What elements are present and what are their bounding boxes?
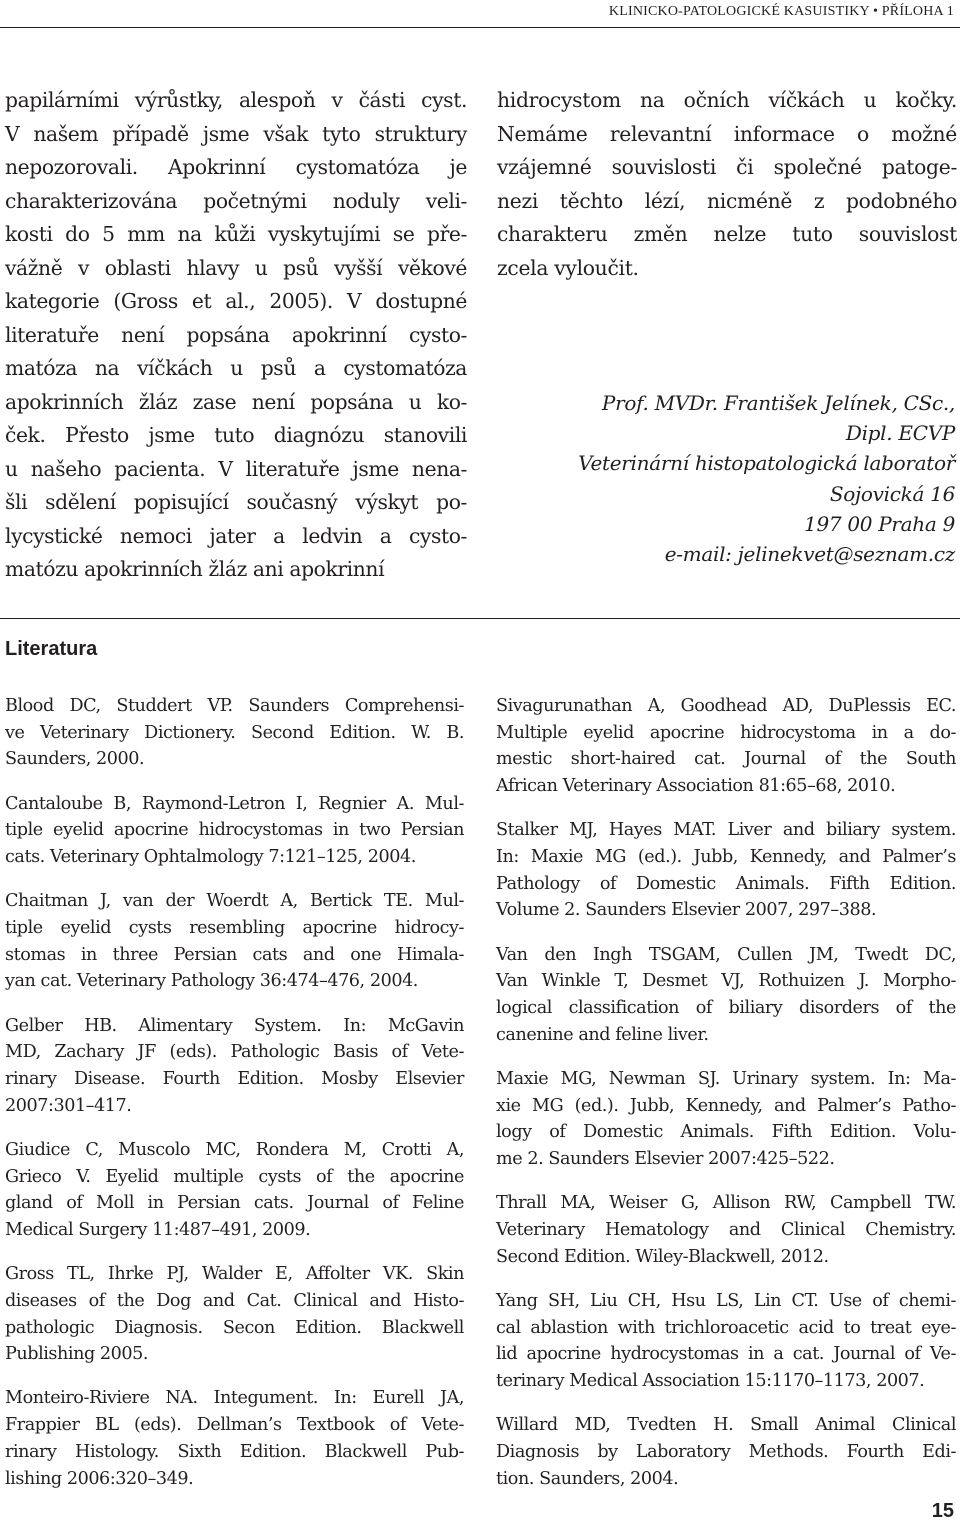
body-text-line: šli sdělení popisující současný výskyt po- [5,490,467,514]
reference-line: Multiple eyelid apocrine hidrocystoma in a do- [496,722,956,743]
reference-line: Volume 2. Saunders Elsevier 2007, 297–388. [496,900,877,921]
body-text-line: charakteru změn nelze tuto souvislost [497,222,957,246]
reference-line: African Veterinary Association 81:65–68, 2010. [496,776,896,797]
reference-line: tiple eyelid apocrine hidrocystomas in two Persian [5,820,464,841]
reference-line: Blood DC, Studdert VP. Saunders Comprehensi- [5,696,464,716]
reference-line: Publishing 2005. [5,1344,149,1365]
reference-line: stomas in three Persian cats and one Himala- [5,944,464,965]
reference-line: Veterinary Hematology and Clinical Chemistry. [496,1219,956,1240]
reference-line: MD, Zachary JF (eds). Pathologic Basis of Vete- [5,1042,464,1063]
reference-line: lid apocrine hydrocystomas in a cat. Journal of Ve- [496,1344,956,1365]
body-text-line: apokrinních žláz zase není popsána u ko- [5,389,467,414]
reference-entry [496,1190,956,1270]
author-line: Prof. MVDr. František Jelínek, CSc., [601,391,955,415]
reference-entry [5,1013,464,1120]
reference-line: In: Maxie MG (ed.). Jubb, Kennedy, and Palmer’s [496,847,956,868]
reference-line: Grieco V. Eyelid multiple cysts of the apocrine [5,1166,464,1187]
reference-line: Thrall MA, Weiser G, Allison RW, Campbell TW. [496,1193,956,1214]
reference-line: Saunders, 2000. [5,749,145,770]
body-text-line: vzájemné souvislosti či společné patoge- [497,155,957,179]
references-column-left [5,693,464,1510]
reference-line: Yang SH, Liu CH, Hsu LS, Lin CT. Use of chemi- [496,1290,956,1311]
reference-line: terinary Medical Association 15:1170–1173, 2007. [496,1370,925,1391]
reference-entry [5,693,464,773]
section-rule [0,618,960,619]
reference-line: Monteiro-Riviere NA. Integument. In: Eurell JA, [5,1388,464,1409]
body-text-line: literatuře není popsána apokrinní cysto- [5,322,467,347]
reference-line: logical classification of biliary disorders of the [496,998,956,1019]
reference-line: gland of Moll in Persian cats. Journal of Feline [5,1193,464,1214]
reference-entry [496,942,956,1049]
reference-line: cal ablastion with trichloroacetic acid to treat eye- [496,1317,956,1338]
reference-line: rinary Histology. Sixth Edition. Blackwell Pub- [5,1441,464,1462]
reference-line: Medical Surgery 11:487–491, 2009. [5,1219,311,1240]
reference-line: lishing 2006:320–349. [5,1468,194,1489]
reference-line: yan cat. Veterinary Pathology 36:474–476, 2004. [5,971,418,992]
references-column-right [496,693,956,1510]
body-text-line: nezi těchto lézí, nicméně z podobného [497,188,957,213]
author-line: Dipl. ECVP [845,421,955,446]
reference-entry [5,791,464,871]
reference-entry [5,888,464,995]
reference-line: Giudice C, Muscolo MC, Rondera M, Crotti A, [5,1139,464,1160]
reference-line: me 2. Saunders Elsevier 2007:425–522. [496,1149,835,1170]
body-text-line: matóza na víčkách u psů a cystomatóza [5,356,467,380]
reference-line: Willard MD, Tvedten H. Small Animal Clinical [496,1415,956,1436]
author-line: Sojovická 16 [829,481,955,506]
body-text-line: charakterizována početnými noduly veli- [5,188,467,213]
body-text-line: lycystické nemoci jater a ledvin a cysto- [5,523,467,548]
reference-line: cats. Veterinary Ophtalmology 7:121–125, 2004. [5,847,416,868]
reference-line: Pathology of Domestic Animals. Fifth Edition. [496,873,956,894]
reference-line: Maxie MG, Newman SJ. Urinary system. In: Ma- [496,1068,956,1089]
body-text-line: nepozorovali. Apokrinní cystomatóza je [5,155,467,179]
literature-heading: Literatura [5,638,98,660]
reference-entry [496,693,956,800]
reference-line: logy of Domestic Animals. Fifth Edition. Volu- [496,1122,956,1143]
body-text-line: Nemáme relevantní informace o možné [497,121,957,146]
reference-line: Van den Ingh TSGAM, Cullen JM, Twedt DC, [496,944,956,965]
author-line: Veterinární histopatologická laboratoř [578,451,955,476]
reference-entry [5,1137,464,1244]
reference-line: Van Winkle T, Desmet VJ, Rothuizen J. Morpho- [496,971,956,992]
reference-entry [496,817,956,924]
reference-line: pathologic Diagnosis. Secon Edition. Blackwell [5,1317,464,1338]
reference-line: rinary Disease. Fourth Edition. Mosby Elsevier [5,1068,464,1089]
reference-line: Diagnosis by Laboratory Methods. Fourth Edi- [496,1441,956,1462]
page-number: 15 [931,1500,954,1522]
reference-line: Chaitman J, van der Woerdt A, Bertick TE. Mul- [5,891,464,912]
reference-entry [496,1288,956,1395]
body-column-left [5,84,467,587]
body-text-line: kosti do 5 mm na kůži vyskytujími se pře- [5,222,467,246]
reference-line: canenine and feline liver. [496,1024,709,1045]
body-text-line: matózu apokrinních žláz ani apokrinní [5,557,385,581]
reference-entry [496,1066,956,1173]
body-text-line: papilárními výrůstky, alespoň v části cyst. [5,88,467,112]
body-text-line: V našem případě jsme však tyto struktury [5,121,467,146]
header-rule [0,27,960,28]
reference-line: Gelber HB. Alimentary System. In: McGavin [5,1015,464,1036]
reference-entry [496,1412,956,1492]
reference-line: Frappier BL (eds). Dellman’s Textbook of Vete- [5,1415,464,1436]
reference-line: 2007:301–417. [5,1095,132,1116]
reference-entry [5,1261,464,1368]
reference-line: ve Veterinary Dictionery. Second Edition. W. B. [5,722,464,743]
body-text-line: kategorie (Gross et al., 2005). V dostupné [5,289,467,313]
running-header: KLINICKO-PATOLOGICKÉ KASUISTIKY • PŘÍLOHA 1 [608,4,954,19]
reference-line: Stalker MJ, Hayes MAT. Liver and biliary system. [496,820,956,841]
reference-line: diseases of the Dog and Cat. Clinical and Histo- [5,1290,464,1311]
body-text-line: vážně v oblasti hlavy u psů vyšší věkové [5,255,467,280]
reference-line: Gross TL, Ihrke PJ, Walder E, Affolter VK. Skin [5,1264,464,1285]
author-line: 197 00 Praha 9 [804,511,955,536]
reference-line: tion. Saunders, 2004. [496,1468,679,1489]
body-text-line: u našeho pacienta. V literatuře jsme nena- [5,456,467,481]
reference-line: tiple eyelid cysts resembling apocrine hidrocy- [5,917,464,938]
author-block [495,388,955,569]
reference-line: Sivagurunathan A, Goodhead AD, DuPlessis EC. [496,696,956,716]
reference-entry [5,1385,464,1492]
body-column-right [497,84,957,285]
body-text-line: ček. Přesto jsme tuto diagnózu stanovili [5,423,467,447]
reference-line: xie MG (ed.). Jubb, Kennedy, and Palmer’s Patho- [496,1095,956,1116]
author-line: e-mail: jelinekvet@seznam.cz [664,542,955,567]
body-text-line: zcela vyloučit. [497,255,639,280]
body-text-line: hidrocystom na očních víčkách u kočky. [497,88,957,112]
reference-line: Cantaloube B, Raymond-Letron I, Regnier A. Mul- [5,793,464,814]
reference-line: mestic short-haired cat. Journal of the South [496,749,956,770]
reference-line: Second Edition. Wiley-Blackwell, 2012. [496,1246,829,1267]
